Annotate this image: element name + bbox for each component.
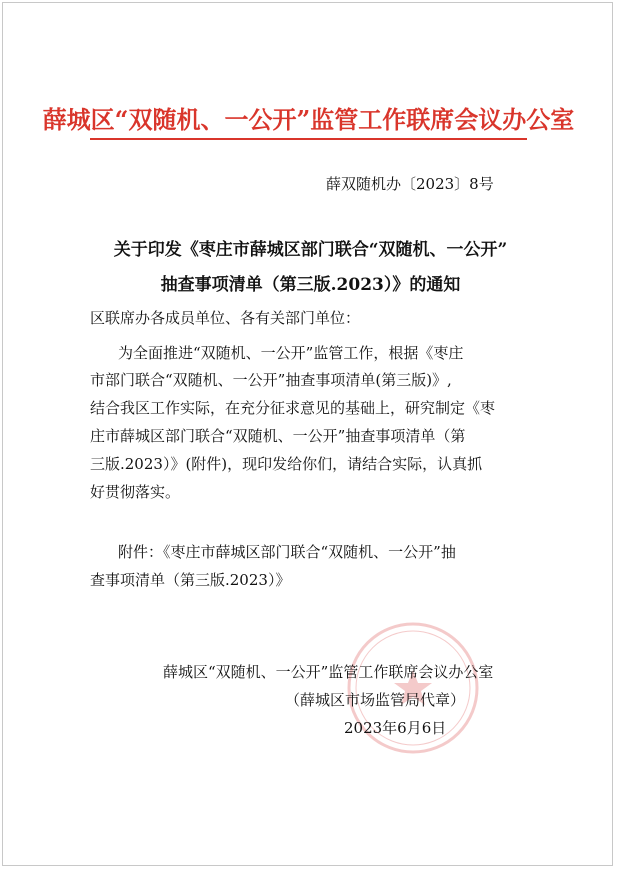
body-line-4: 庄市薛城区部门联合“双随机、一公开”抽查事项清单（第 — [90, 427, 466, 445]
issue-date: 2023年6月6日 — [344, 719, 447, 737]
signer-name: 薛城区“双随机、一公开”监管工作联席会议办公室 — [163, 663, 494, 681]
body-line-3: 结合我区工作实际，在充分征求意见的基础上，研究制定《枣 — [90, 399, 496, 417]
proxy-seal-note: （薛城区市场监管局代章） — [285, 691, 466, 709]
body-line-1: 为全面推进“双随机、一公开”监管工作，根据《枣庄 — [118, 344, 464, 362]
attachment-line-2: 查事项清单（第三版.2023）》 — [90, 571, 291, 589]
red-separator-line — [90, 138, 527, 140]
addressee: 区联席办各成员单位、各有关部门单位： — [90, 309, 361, 327]
body-line-2: 市部门联合“双随机、一公开”抽查事项清单(第三版)》, — [90, 371, 452, 389]
notice-title-line-1: 关于印发《枣庄市薛城区部门联合“双随机、一公开” — [113, 240, 508, 260]
body-line-5: 三版.2023）》(附件)，现印发给你们，请结合实际，认真抓 — [90, 455, 483, 473]
issuer-title: 薛城区“双随机、一公开”监管工作联席会议办公室 — [42, 105, 575, 134]
attachment-line-1: 附件：《枣庄市薛城区部门联合“双随机、一公开”抽 — [118, 543, 456, 561]
body-line-6: 好贯彻落实。 — [90, 483, 181, 501]
document-number: 薛双随机办〔2023〕8号 — [326, 175, 494, 193]
notice-title-line-2: 抽查事项清单（第三版.2023）》的通知 — [160, 275, 461, 295]
